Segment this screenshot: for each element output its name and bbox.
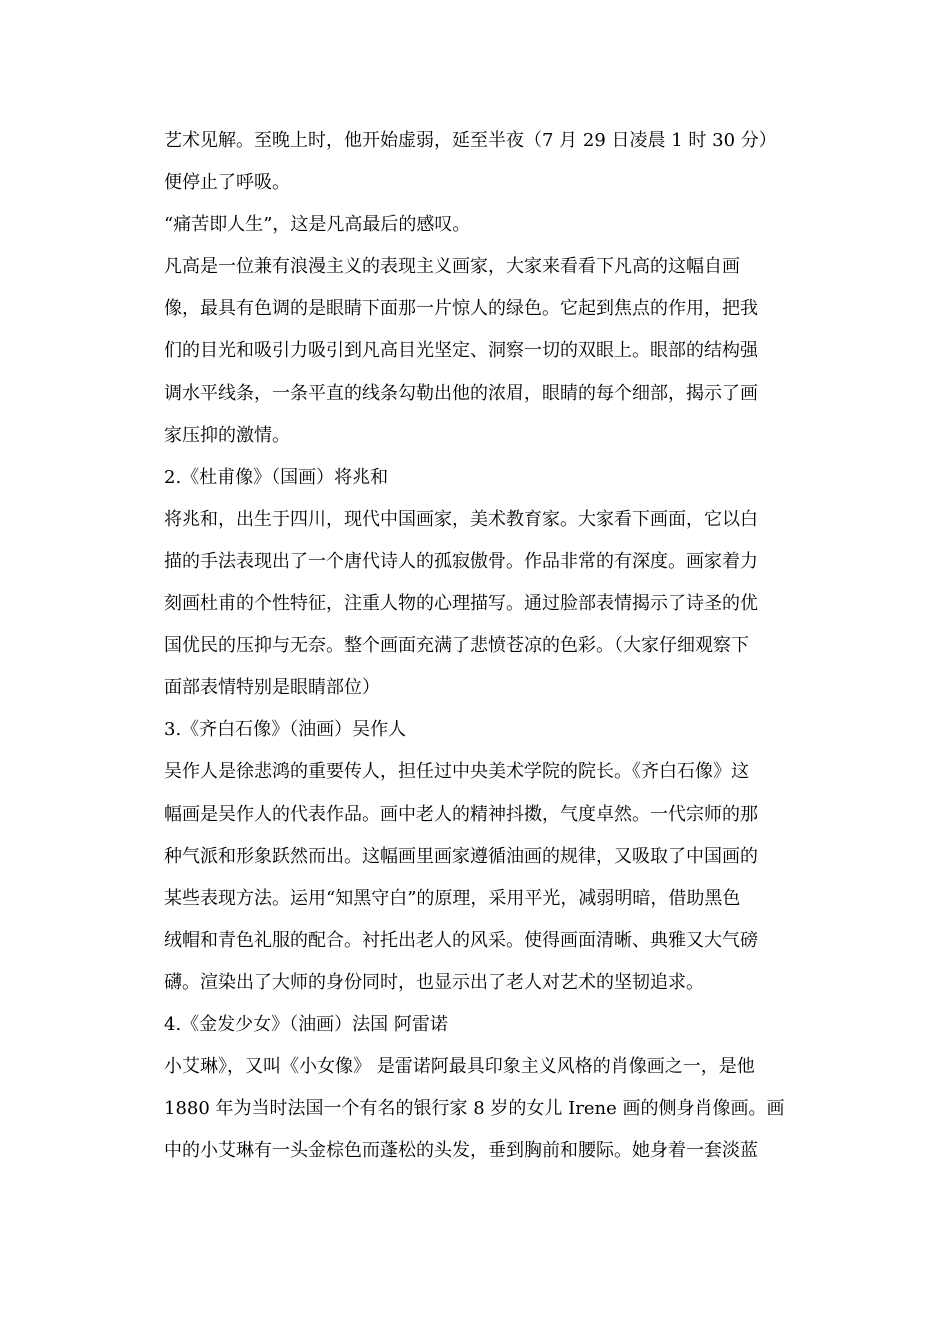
text-line: 家压抑的激情。 — [164, 424, 290, 446]
section-heading: 2.《杜甫像》（国画）将兆和 — [164, 466, 389, 488]
text-line: 艺术见解。至晚上时，他开始虚弱，延至半夜（7 月 29 日凌晨 1 时 30 分） — [164, 130, 777, 151]
text-line: 种气派和形象跃然而出。这幅画里画家遵循油画的规律，又吸取了中国画的 — [164, 845, 758, 867]
text-line: 1880 年为当时法国一个有名的银行家 8 岁的女儿 Irene 画的侧身肖像画。画 — [164, 1098, 785, 1120]
text-line: 小艾琳》，又叫《小女像》 是雷诺阿最具印象主义风格的肖像画之一，是他 — [164, 1056, 755, 1078]
text-line: “痛苦即人生”，这是凡高最后的感叹。 — [164, 214, 471, 236]
text-line: 绒帽和青色礼服的配合。衬托出老人的风采。使得画面清晰、典雅又大气磅 — [164, 929, 758, 951]
text-line: 中的小艾琳有一头金棕色而蓬松的头发，垂到胸前和腰际。她身着一套淡蓝 — [164, 1140, 758, 1162]
text-line: 凡高是一位兼有浪漫主义的表现主义画家，大家来看看下凡高的这幅自画 — [164, 256, 740, 278]
text-line: 描的手法表现出了一个唐代诗人的孤寂傲骨。作品非常的有深度。画家着力 — [164, 550, 758, 572]
text-line: 调水平线条，一条平直的线条勾勒出他的浓眉，眼睛的每个细部，揭示了画 — [164, 382, 758, 404]
text-line: 某些表现方法。运用“知黑守白”的原理，采用平光，减弱明暗，借助黑色 — [164, 887, 741, 909]
text-line: 幅画是吴作人的代表作品。画中老人的精神抖擞，气度卓然。一代宗师的那 — [164, 803, 758, 825]
text-line: 便停止了呼吸。 — [164, 172, 290, 194]
document-body — [164, 120, 804, 1172]
text-line: 将兆和，出生于四川，现代中国画家，美术教育家。大家看下画面，它以白 — [164, 508, 758, 530]
text-line: 刻画杜甫的个性特征，注重人物的心理描写。通过脸部表情揭示了诗圣的优 — [164, 593, 758, 615]
text-line: 像，最具有色调的是眼睛下面那一片惊人的绿色。它起到焦点的作用，把我 — [164, 298, 758, 320]
text-line: 吴作人是徐悲鸿的重要传人，担任过中央美术学院的院长。《齐白石像》这 — [164, 761, 749, 783]
text-line: 面部表情特别是眼睛部位） — [164, 677, 380, 699]
text-line: 国优民的压抑与无奈。整个画面充满了悲愤苍凉的色彩。（大家仔细观察下 — [164, 635, 749, 657]
section-heading: 3.《齐白石像》（油画）吴作人 — [164, 719, 407, 741]
text-line: 们的目光和吸引力吸引到凡高目光坚定、洞察一切的双眼上。眼部的结构强 — [164, 340, 758, 362]
section-heading: 4.《金发少女》（油画）法国 阿雷诺 — [164, 1013, 448, 1035]
text-line: 礴。渲染出了大师的身份同时，也显示出了老人对艺术的坚韧追求。 — [164, 971, 704, 993]
